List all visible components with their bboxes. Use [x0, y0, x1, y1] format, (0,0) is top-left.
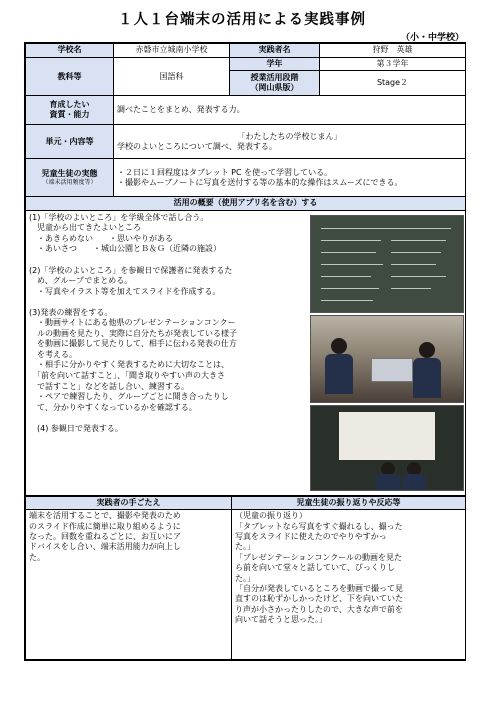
blackboard-photo	[310, 215, 464, 313]
board-chalk-line	[321, 240, 381, 241]
unit-value: 学校のよいところについて調べ、発表する。	[117, 141, 277, 151]
board-chalk-line	[391, 264, 436, 265]
unit-label: 単元・内容等	[26, 125, 114, 159]
board-chalk-line	[321, 264, 383, 265]
ability-value: 調べたことをまとめ、発表する力。	[114, 96, 466, 125]
projection-screen	[339, 412, 435, 460]
student-head	[419, 342, 435, 358]
status-value: ・２日に１回程度はタブレット PC を使って学習している。 ・撮影やムーブノートに写真を送付する等の基本的な操作はスムーズにできる。	[114, 159, 466, 197]
board-chalk-line	[321, 288, 379, 289]
status-label-cell	[26, 159, 114, 197]
board-chalk-line	[321, 300, 373, 301]
feedback-table	[25, 496, 466, 660]
board-chalk-line	[391, 276, 446, 277]
unit-cell	[114, 125, 466, 159]
page-title: １人１台端末の活用による実践事例	[118, 12, 366, 28]
student-body	[402, 474, 426, 491]
author-label: 実践者名	[230, 44, 320, 58]
activity-heading: 活用の概要（使用アプリ名を含む）する	[26, 197, 466, 210]
student-head	[331, 338, 347, 354]
board-chalk-line	[321, 252, 376, 253]
ability-label: 育成したい 資質・能力	[26, 96, 114, 125]
laptop-shape	[371, 358, 413, 382]
presentation-photo	[310, 405, 464, 491]
subject-value: 国語科	[114, 58, 230, 96]
status-label: 児童生徒の実態	[41, 168, 98, 178]
board-chalk-line	[391, 240, 446, 241]
page-subtitle: （小・中学校）	[400, 33, 464, 43]
board-chalk-line	[391, 252, 441, 253]
grade-label: 学年	[230, 58, 320, 71]
activity-body: (1)「学校のよいところ」を学級全体で話し合う。 児童から出てきたよいところ ・あきらめない ・思いやりがある ・あいさつ ・城山公園とＢ＆Ｇ（近隣の施設） (2)「学校のよいところ」を参観日で保護者に発表するた め、グループでまとめる。 ・写真やイラスト等を加えてスライドを作成する。 (3)発表の練習をする。 ・動画サイトにある他県のプレゼンテーションコンクー ルの動画を見たり、実際に自分たちが発表している様子 を動画に撮影して見たりして、相手に伝わる発表の仕方 を考える。 ・相手に分かりやすく発表するために大切なことは、 「前を向いて話すこと」、「聞き取りやすい声の大きさ で話すこと」などを話し合い、練習する。 ・ペアで練習したり、グループごとに聞き合ったりし て、分かりやすくなっているかを確認する。 (4) 参観日で発表する。	[29, 212, 237, 433]
student-text: （児童の振り返り） 「タブレットなら写真をすぐ撮れるし、撮った 写真をスライドに使えたのでやりやすかっ た。」 「プレゼンテーションコンクールの動画を見た ら前を向いて堂々と話していて、びっくりし た。」 「自分が発表しているところを動画で撮って見 直すのは恥ずかしかったけど、下を向いていた り声が小さかったりしたので、大きな声で前を 向いて話そうと思った。」	[232, 510, 466, 660]
stage-value: Stage２	[320, 71, 466, 96]
board-chalk-line	[321, 276, 371, 277]
teacher-heading: 実践者の手ごたえ	[26, 496, 232, 509]
teacher-text: 端末を活用することで、撮影や発表のため のスライド作成に簡単に取り組めるように なった。回数を重ねるごとに、お互いにア ドバイスをし合い、端末活用能力が向上し た。	[26, 510, 232, 660]
classroom-photo	[310, 315, 464, 403]
student-body	[376, 474, 400, 491]
stage-label: 授業活用段階 （岡山県版）	[230, 71, 320, 96]
status-sublabel: （端末活用頻度等）	[42, 179, 97, 187]
subject-label: 教科等	[26, 58, 114, 96]
school-value: 赤磐市立城南小学校	[114, 44, 230, 58]
author-value: 狩野 英雄	[320, 44, 466, 58]
report-frame	[24, 42, 466, 661]
board-chalk-line	[391, 288, 431, 289]
info-table	[25, 43, 466, 496]
student-heading: 児童生徒の振り返りや反応等	[232, 496, 466, 509]
grade-value: 第３学年	[320, 58, 466, 71]
unit-title: 「わたしたちの学校じまん」	[237, 131, 342, 141]
school-label: 学校名	[26, 44, 114, 58]
student-body	[325, 354, 353, 394]
student-body	[413, 358, 441, 398]
board-chalk-line	[321, 228, 451, 229]
activity-cell	[26, 210, 466, 495]
